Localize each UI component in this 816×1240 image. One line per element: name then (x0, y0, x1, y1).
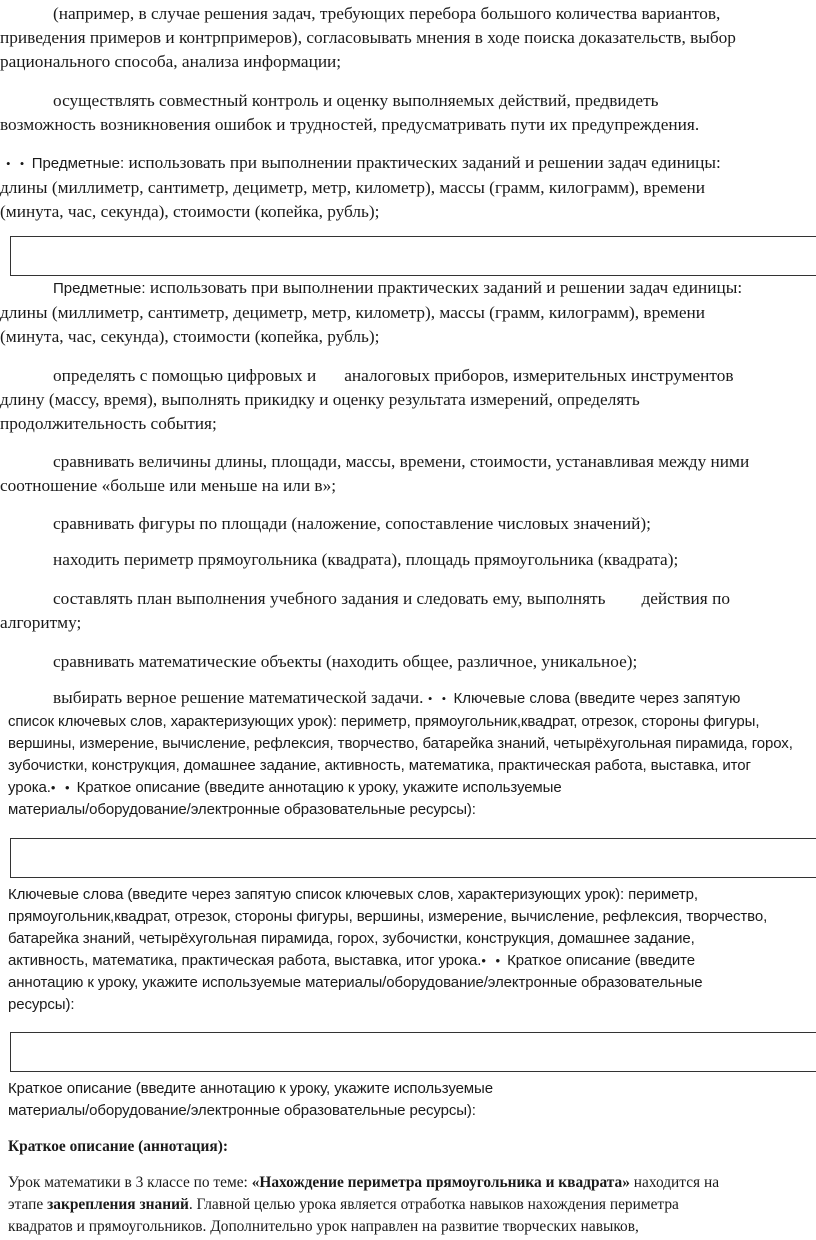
text-line: осуществлять совместный контроль и оценку выполняемых действий, предвидеть (53, 91, 659, 110)
heading-text: Краткое описание (аннотация): (8, 1138, 228, 1155)
text-line: определять с помощью цифровых и (53, 366, 317, 385)
text-line: Ключевые слова (введите через запятую (453, 690, 741, 707)
paragraph-communication (0, 2, 816, 74)
paragraph-plan (0, 587, 816, 635)
section-label: Предметные: (31, 155, 125, 172)
text-line: использовать при выполнении практических заданий и решении задач единицы: (145, 278, 743, 297)
text-line: (минута, час, секунда), стоимости (копейка, рубль); (0, 202, 380, 221)
text-line: сравнивать математические объекты (находить общее, различное, уникальное); (53, 652, 638, 671)
paragraph-subject-results (0, 151, 816, 224)
text-line: находится на (629, 1174, 720, 1191)
text-line: (минута, час, секунда), стоимости (копейка, рубль); (0, 327, 380, 346)
text-line: длины (миллиметр, сантиметр, дециметр, метр, километр), массы (грамм, килограмм), времени (0, 303, 705, 322)
paragraph-description (8, 1078, 816, 1122)
annotation-heading (8, 1136, 816, 1158)
text-line: материалы/оборудование/электронные образовательные ресурсы): (8, 1102, 476, 1119)
text-line: этапе (8, 1196, 48, 1213)
text-line: приведения примеров и контрпримеров), согласовывать мнения в ходе поиска доказательств, выбор (0, 28, 736, 47)
text-line: квадратов и прямоугольников. Дополнительно урок направлен на развитие творческих навыков, (8, 1218, 639, 1235)
lesson-topic: «Нахождение периметра прямоугольника и квадрата» (251, 1174, 630, 1191)
text-line: . Главной целью урока является отработка навыков нахождения периметра (188, 1196, 679, 1213)
text-line: использовать при выполнении практических заданий и решении задач единицы: (124, 153, 721, 172)
text-line: Краткое описание (введите аннотацию к уроку, укажите используемые (8, 1080, 493, 1097)
text-line: составлять план выполнения учебного задания и следовать ему, выполнять (53, 589, 606, 608)
input-box (10, 236, 816, 276)
bullet-icon: • • (50, 780, 73, 795)
text-line: Урок математики в 3 классе по теме: (8, 1174, 252, 1191)
text-line: сравнивать фигуры по площади (наложение, сопоставление числовых значений); (53, 514, 651, 533)
text-line: батарейка знаний, четырёхугольная пирамида, горох, зубочистки, конструкция, домашнее задание, (8, 930, 695, 947)
text-line: (например, в случае решения задач, требующих перебора большого количества вариантов, (53, 4, 721, 23)
text-line: выбирать верное решение математической задачи. (53, 688, 424, 707)
text-line: соотношение «больше или меньше на или в»; (0, 476, 337, 495)
paragraph-keywords (8, 884, 816, 1016)
text-line: длину (массу, время), выполнять прикидку и оценку результата измерений, определять (0, 390, 640, 409)
text-line: аннотацию к уроку, укажите используемые материалы/оборудование/электронные образовательные (8, 974, 703, 991)
lesson-stage: закрепления знаний (47, 1196, 189, 1213)
text-line: активность, математика, практическая работа, выставка, итог урока. (8, 952, 482, 969)
text-line: возможность возникновения ошибок и трудностей, предусматривать пути их предупреждения. (0, 115, 700, 134)
bullet-icon: • • (427, 691, 450, 706)
text-line: прямоугольник,квадрат, отрезок, стороны фигуры, вершины, измерение, вычисление, рефлексия, творчество, (8, 908, 768, 925)
text-line: длины (миллиметр, сантиметр, дециметр, метр, километр), массы (грамм, килограмм), времени (0, 178, 705, 197)
paragraph-control (0, 89, 816, 137)
section-label: Предметные: (53, 280, 146, 297)
text-line: список ключевых слов, характеризующих урок): периметр, прямоугольник,квадрат, отрезок, стороны фигуры, (8, 713, 760, 730)
input-box (10, 1032, 816, 1072)
text-line: находить периметр прямоугольника (квадрата), площадь прямоугольника (квадрата); (53, 550, 679, 569)
paragraph-measure (0, 364, 816, 436)
paragraph-annotation (8, 1172, 816, 1238)
text-line: материалы/оборудование/электронные образовательные ресурсы): (8, 801, 476, 818)
text-line: зубочистки, конструкция, домашнее задание, активность, математика, практическая работа, выставка, итог (8, 757, 751, 774)
paragraph-figures (0, 512, 816, 536)
text-line: действия по (641, 589, 730, 608)
paragraph-objects (0, 650, 816, 674)
text-line: Краткое описание (введите (507, 952, 695, 969)
text-line: Ключевые слова (введите через запятую список ключевых слов, характеризующих урок): периметр, (8, 886, 698, 903)
bullet-icon: • • (481, 953, 504, 968)
bullet-icon: • • (6, 156, 28, 171)
text-line: вершины, измерение, вычисление, рефлексия, творчество, батарейка знаний, четырёхугольная пирамида, горох, (8, 735, 793, 752)
text-line: продолжительность события; (0, 414, 217, 433)
paragraph-subject-results-repeat (0, 276, 816, 349)
text-line: рационального способа, анализа информации; (0, 52, 342, 71)
paragraph-perimeter (0, 548, 816, 572)
paragraph-keywords-inline (8, 686, 816, 821)
text-line: урока. (8, 779, 51, 796)
text-line: сравнивать величины длины, площади, массы, времени, стоимости, устанавливая между ними (53, 452, 750, 471)
text-line: алгоритму; (0, 613, 82, 632)
text-line: аналоговых приборов, измерительных инструментов (344, 366, 734, 385)
paragraph-compare (0, 450, 816, 498)
input-box (10, 838, 816, 878)
text-line: Краткое описание (введите аннотацию к уроку, укажите используемые (76, 779, 562, 796)
text-line: ресурсы): (8, 996, 75, 1013)
